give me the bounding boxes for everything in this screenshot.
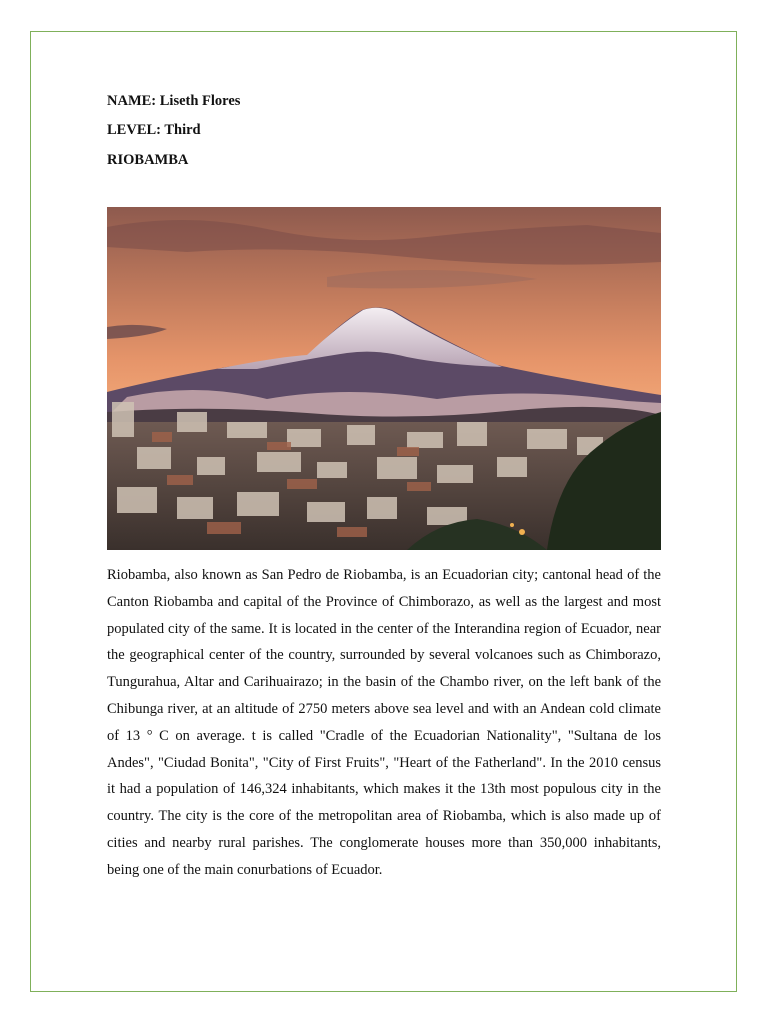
document-title: RIOBAMBA — [107, 152, 189, 168]
riobamba-photo — [107, 207, 661, 550]
body-paragraph: Riobamba, also known as San Pedro de Riobamba, is an Ecuadorian city; cantonal head of the Canton Riobamba and capital of the Province of Chimborazo, as well as the largest and most populated city of the same. It is located in the center of the Interandina region of Ecuador, near the geographical center of the country, surrounded by several volcanoes such as Chimborazo, Tungurahua, Altar and Carihuairazo; in the basin of the Chambo river, on the left bank of the Chibunga river, at an altitude of 2750 meters above sea level and with an Andean cold climate of 13 ° C on average. t is called "Cradle of the Ecuadorian Nationality", "Sultana de los Andes", "Ciudad Bonita", "City of First Fruits", "Heart of the Fatherland". In the 2010 census it had a population of 146,324 inhabitants, which makes it the 13th most populous city in the country. The city is the core of the metropolitan area of Riobamba, which is also made up of cities and nearby rural parishes. The conglomerate houses more than 350,000 inhabitants, being one of the main conurbations of Ecuador. — [107, 567, 661, 878]
student-name: NAME: Liseth Flores — [107, 93, 241, 109]
student-level: LEVEL: Third — [107, 122, 201, 138]
